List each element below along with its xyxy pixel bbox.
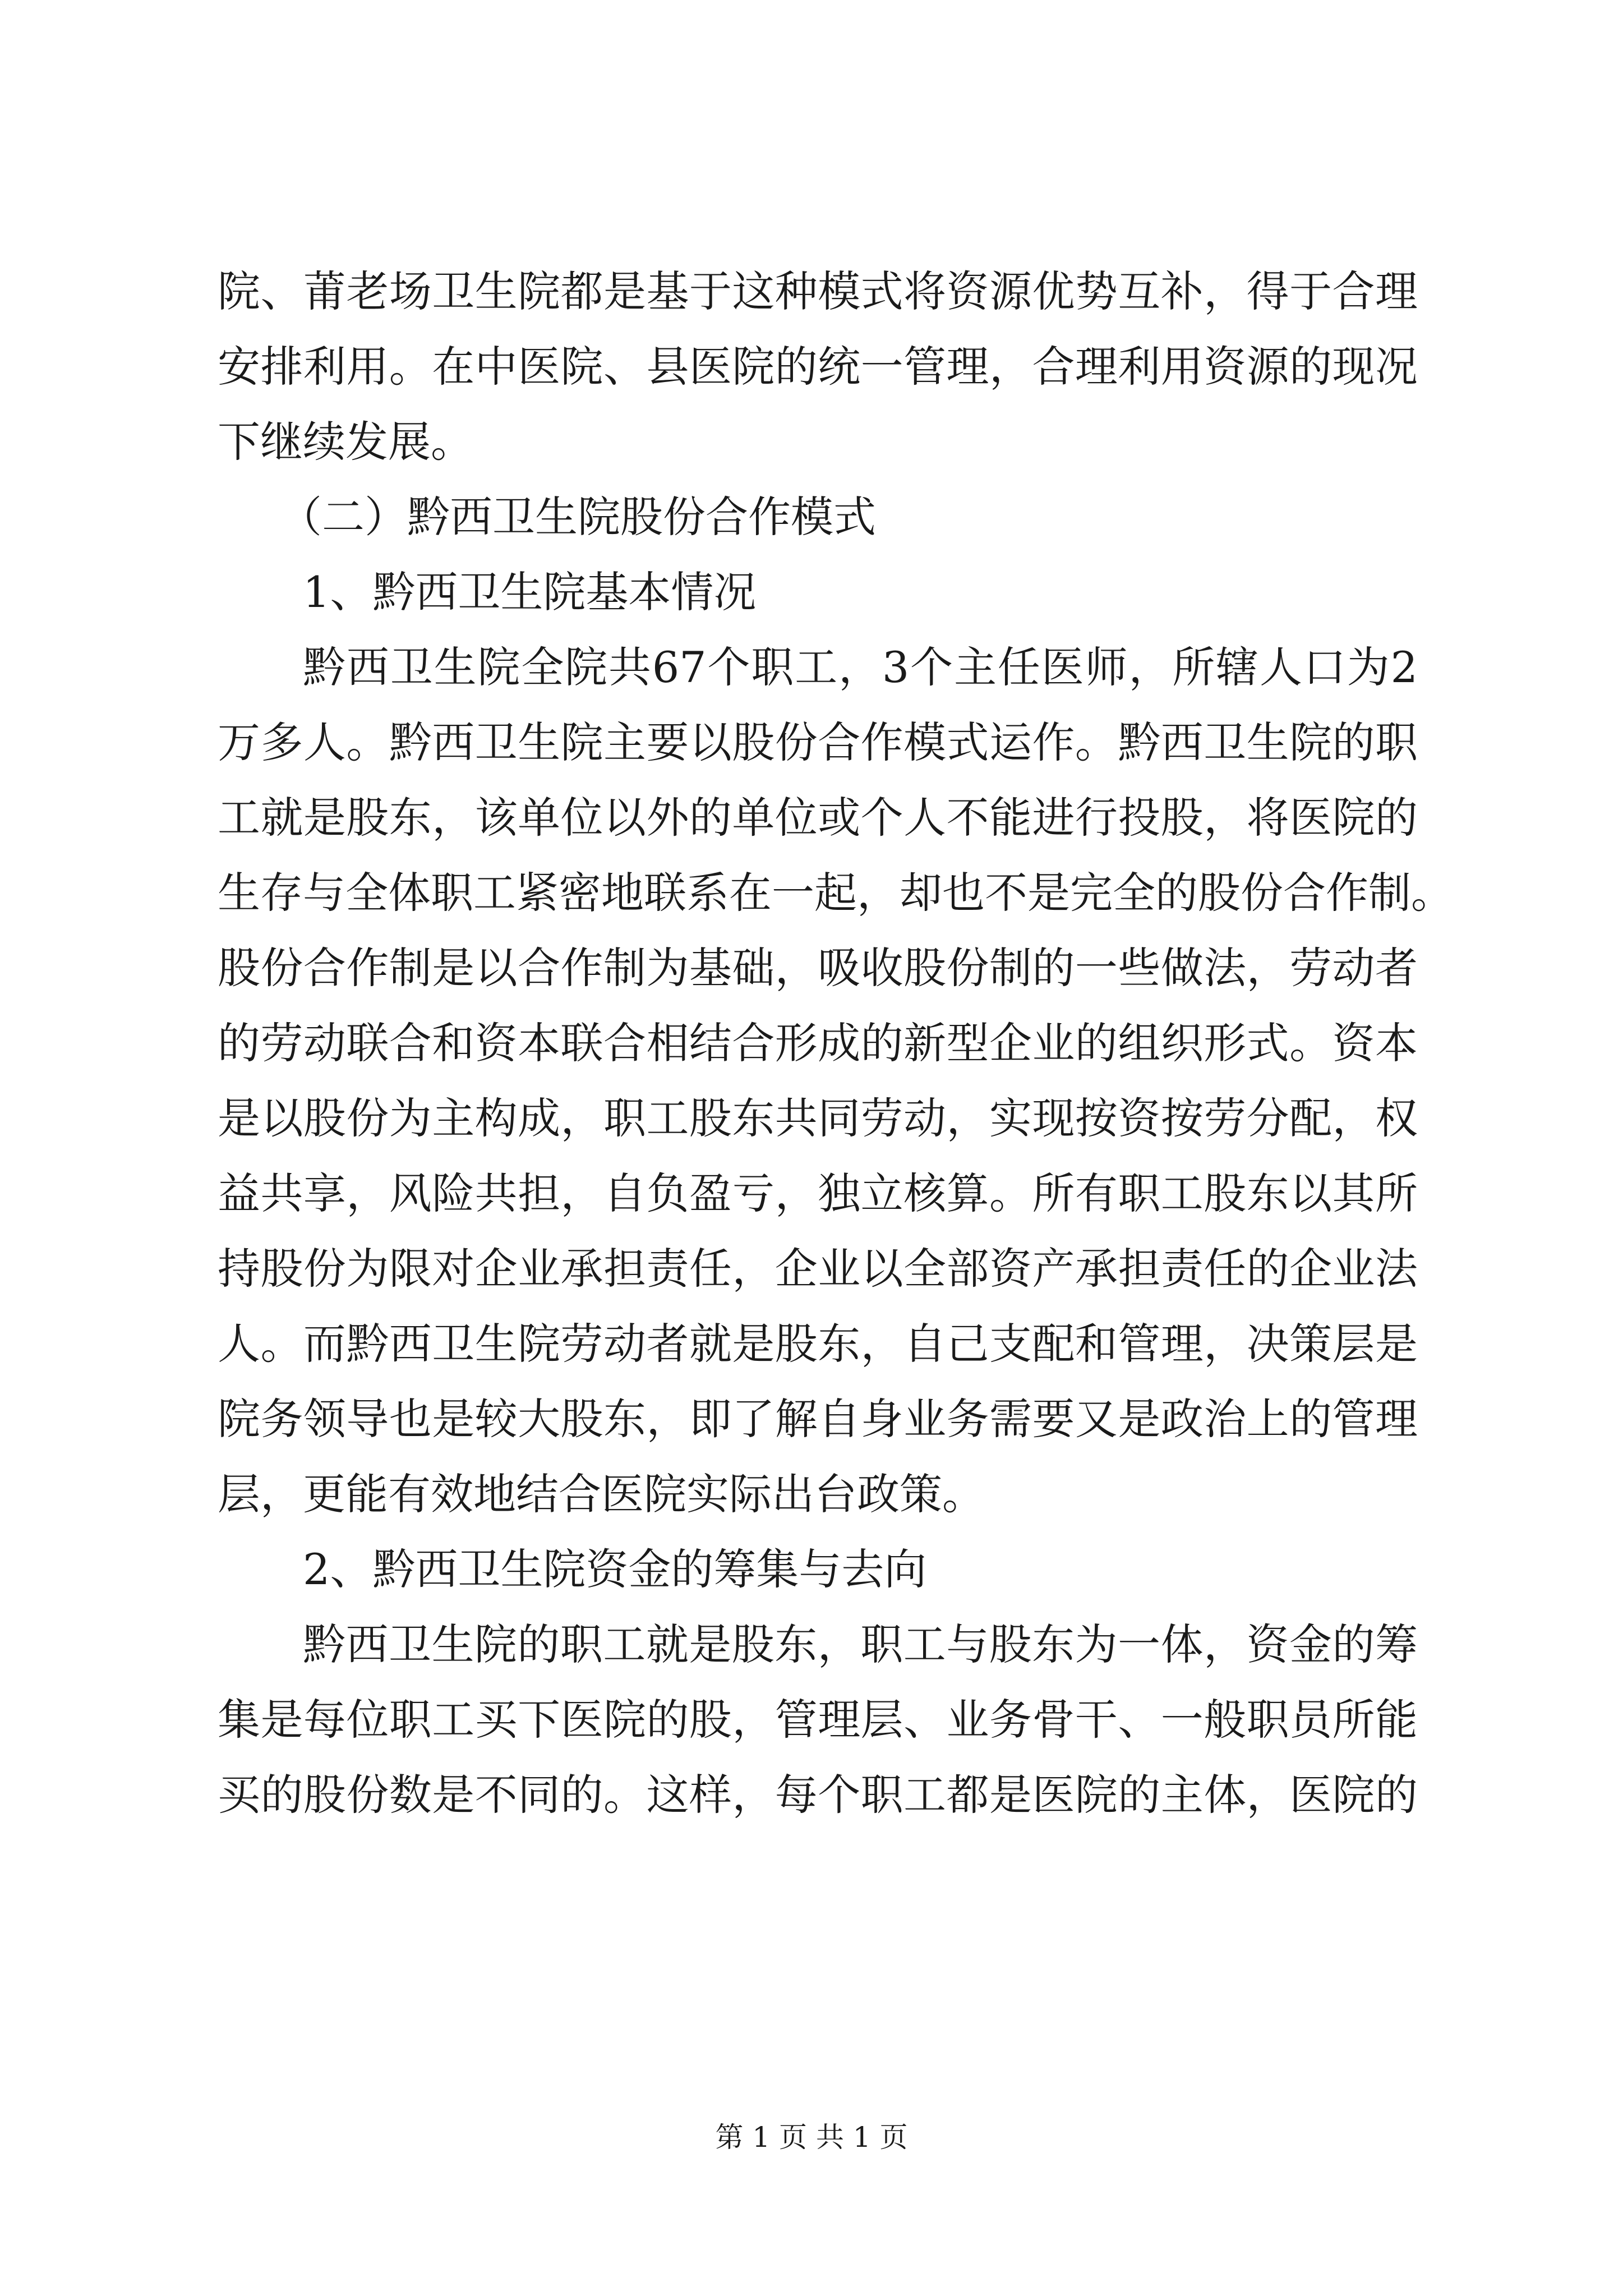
body-line: 黔西卫生院全院共67个职工，3个主任医师，所辖人口为2	[303, 642, 1418, 692]
body-line: 工就是股东，该单位以外的单位或个人不能进行投股，将医院的	[218, 793, 1418, 843]
body-line: 万多人。黔西卫生院主要以股份合作模式运作。黔西卫生院的职	[218, 717, 1418, 767]
body-line: 黔西卫生院的职工就是股东，职工与股东为一体，资金的筹	[303, 1619, 1418, 1669]
body-line: 持股份为限对企业承担责任，企业以全部资产承担责任的企业法	[218, 1244, 1418, 1294]
body-line: 买的股份数是不同的。这样，每个职工都是医院的主体，医院的	[218, 1770, 1418, 1820]
body-line: 股份合作制是以合作制为基础，吸收股份制的一些做法，劳动者	[218, 943, 1418, 993]
body-line: 的劳动联合和资本联合相结合形成的新型企业的组织形式。资本	[218, 1018, 1418, 1068]
subsection-heading: 1、黔西卫生院基本情况	[303, 567, 757, 617]
body-line: 生存与全体职工紧密地联系在一起，却也不是完全的股份合作制。	[218, 868, 1454, 918]
body-line: 院务领导也是较大股东，即了解自身业务需要又是政治上的管理	[218, 1394, 1418, 1444]
subsection-heading: 2、黔西卫生院资金的筹集与去向	[303, 1544, 927, 1594]
body-line: 集是每位职工买下医院的股，管理层、业务骨干、一般职员所能	[218, 1695, 1418, 1745]
page-footer: 第 1 页 共 1 页	[715, 2121, 908, 2154]
body-line: 人。而黔西卫生院劳动者就是股东，自己支配和管理，决策层是	[218, 1319, 1418, 1369]
body-line: 下继续发展。	[218, 417, 473, 467]
body-line: 益共享，风险共担，自负盈亏，独立核算。所有职工股东以其所	[218, 1168, 1418, 1218]
body-line: 安排利用。在中医院、县医院的统一管理，合理利用资源的现况	[218, 342, 1418, 392]
body-line: 层，更能有效地结合医院实际出台政策。	[218, 1469, 985, 1519]
section-heading: （二）黔西卫生院股份合作模式	[279, 492, 876, 542]
body-line: 是以股份为主构成，职工股东共同劳动，实现按资按劳分配，权	[218, 1093, 1418, 1143]
body-line: 院、莆老场卫生院都是基于这种模式将资源优势互补，得于合理	[218, 266, 1418, 316]
